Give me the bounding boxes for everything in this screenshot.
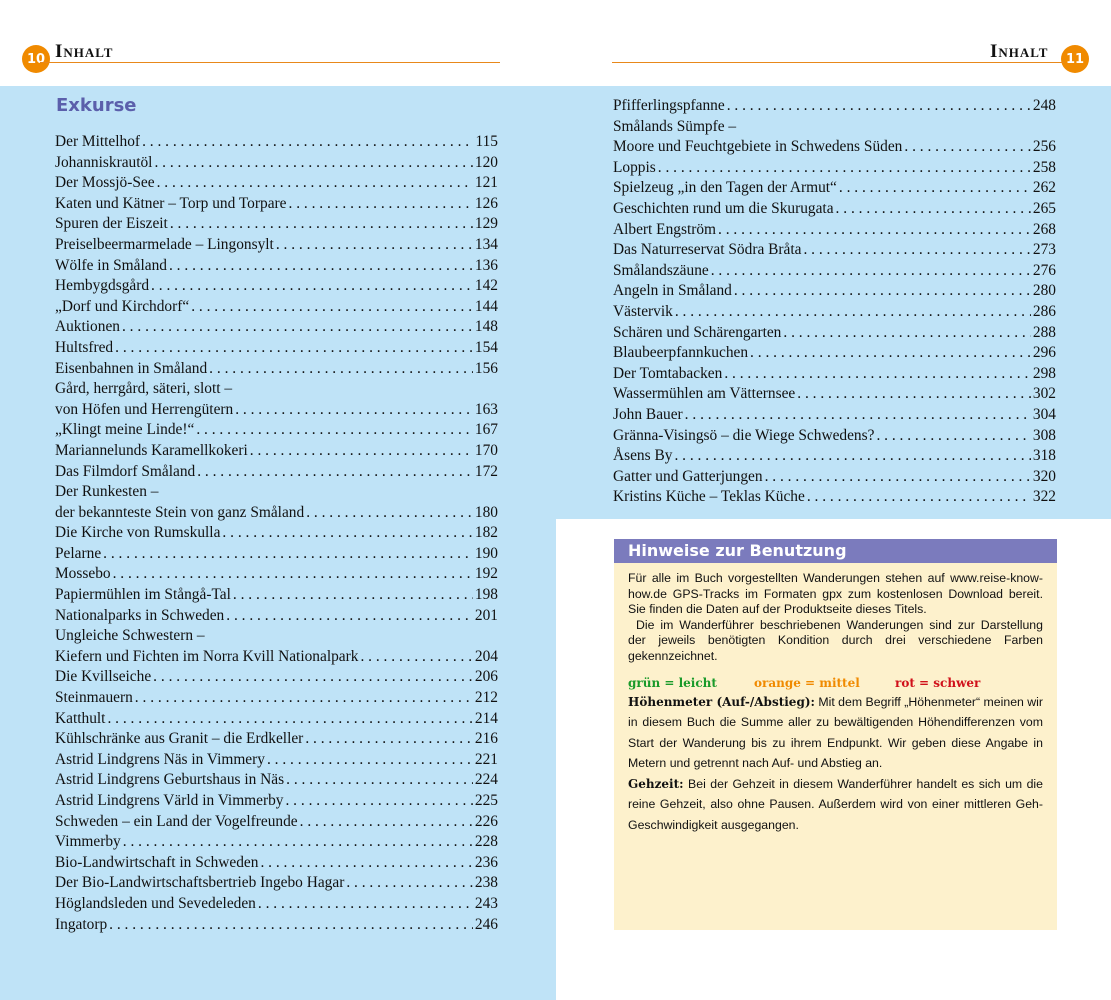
gehzeit-paragraph [628, 774, 1043, 836]
toc-leader-dots [209, 359, 473, 380]
toc-leader-dots [260, 853, 472, 874]
toc-entry-title: Åsens By [613, 447, 673, 465]
toc-entry-title: Blaubeerpfannkuchen [613, 344, 749, 362]
toc-entry [613, 137, 1056, 158]
toc-entry-title: Kühlschränke aus Granit – die Erdkeller [55, 730, 304, 748]
toc-entry-page: 172 [474, 462, 498, 480]
toc-entry-page: 212 [474, 689, 498, 707]
toc-entry [613, 220, 1056, 241]
toc-entry-page: 276 [1032, 261, 1056, 279]
toc-entry-title: Katthult [55, 709, 106, 727]
toc-leader-dots [300, 812, 473, 833]
toc-entry-title: von Höfen und Herrengütern [55, 400, 234, 418]
toc-entry [55, 400, 498, 421]
header-title-right: Inhalt [990, 41, 1049, 62]
toc-leader-dots [115, 338, 473, 359]
toc-entry-page: 167 [474, 421, 498, 439]
toc-entry [55, 915, 498, 936]
toc-entry [613, 178, 1056, 199]
toc-entry [55, 420, 498, 441]
toc-entry-title: „Dorf und Kirchdorf“ [55, 297, 190, 315]
toc-leader-dots [226, 606, 473, 627]
toc-entry-title: Västervik [613, 302, 673, 320]
toc-entry [55, 894, 498, 915]
toc-entry-page: 225 [474, 792, 498, 809]
toc-leader-dots [803, 240, 1030, 261]
hoehenmeter-label: Höhenmeter (Auf-/Abstieg): [628, 694, 815, 709]
toc-entry-title: Der Mittelhof [55, 133, 141, 150]
toc-entry-page: 182 [474, 524, 498, 542]
page-number-badge-left: 10 [22, 45, 50, 73]
hinweise-body [614, 563, 1057, 835]
toc-entry-page: 265 [1032, 199, 1056, 217]
toc-entry-title: Johanniskrautöl [55, 153, 153, 171]
toc-leader-dots [258, 894, 473, 915]
toc-entry [55, 214, 498, 235]
toc-leader-dots [675, 302, 1031, 323]
toc-entry-page: 304 [1032, 405, 1056, 423]
toc-leader-dots [267, 750, 473, 771]
toc-entry-page: 126 [474, 194, 498, 212]
toc-entry-page: 262 [1032, 179, 1056, 197]
toc-entry-title: Wassermühlen am Vätternsee [613, 385, 796, 403]
toc-entry-title: Gränna-Visingsö – die Wiege Schwedens? [613, 426, 875, 444]
toc-leader-dots [724, 364, 1031, 385]
toc-entry-title: Astrid Lindgrens Geburtshaus in Näs [55, 771, 285, 789]
toc-entry-page: 134 [474, 235, 498, 253]
hinweise-box [614, 539, 1057, 930]
toc-entry-title: Albert Engström [613, 220, 717, 238]
toc-entry-title: Schären und Schärengarten [613, 323, 782, 341]
toc-entry [613, 384, 1056, 405]
toc-leader-dots [289, 194, 473, 215]
toc-entry [613, 261, 1056, 282]
toc-entry [613, 158, 1056, 179]
toc-entry-page: 129 [474, 215, 498, 233]
toc-leader-dots [109, 915, 473, 936]
toc-leader-dots [154, 153, 472, 174]
toc-entry [55, 173, 498, 194]
toc-leader-dots [876, 426, 1030, 447]
toc-entry [55, 482, 498, 503]
toc-entry [55, 441, 498, 462]
page-number-badge-right: 11 [1061, 45, 1089, 73]
toc-entry-title: Auktionen [55, 318, 120, 336]
toc-entry-title: Der Tomtabacken [613, 364, 723, 382]
toc-entry-title: Pelarne [55, 544, 102, 562]
toc-leader-dots [750, 343, 1031, 364]
toc-entry [55, 235, 498, 256]
toc-entry-page: 318 [1032, 447, 1056, 465]
toc-entry [55, 688, 498, 709]
toc-entry [55, 729, 498, 750]
toc-entry-page: 256 [1032, 138, 1056, 156]
toc-leader-dots [904, 137, 1031, 158]
toc-entry-title: Der Mossjö-See [55, 174, 155, 192]
toc-leader-dots [765, 467, 1031, 488]
toc-entry-title: Gatter und Gatterjungen [613, 467, 763, 485]
toc-leader-dots [360, 647, 472, 668]
toc-entry-title: Ungleiche Schwestern – [55, 627, 205, 645]
toc-entry-title: Mossebo [55, 565, 111, 583]
toc-entry [55, 812, 498, 833]
toc-entry-page: 248 [1032, 97, 1056, 114]
toc-entry-page: 136 [474, 256, 498, 274]
toc-entry-title: Bio-Landwirtschaft in Schweden [55, 853, 259, 871]
toc-leader-dots [235, 400, 473, 421]
toc-entry-title: John Bauer [613, 405, 683, 423]
toc-leader-dots [157, 173, 473, 194]
toc-leader-dots [153, 667, 473, 688]
toc-entry-page: 201 [474, 606, 498, 624]
toc-leader-dots [250, 441, 473, 462]
toc-entry-page: 216 [474, 730, 498, 748]
toc-leader-dots [797, 384, 1031, 405]
toc-entry [55, 256, 498, 277]
toc-entry-page: 224 [474, 771, 498, 789]
toc-entry-page: 156 [474, 359, 498, 377]
toc-entry-title: Vimmerby [55, 833, 121, 851]
toc-entry [55, 276, 498, 297]
toc-entry-title: „Klingt meine Linde!“ [55, 421, 195, 439]
toc-entry [55, 544, 498, 565]
toc-entry [55, 873, 498, 894]
toc-entry-page: 192 [474, 565, 498, 583]
toc-entry-title: Der Runkesten – [55, 483, 159, 501]
toc-entry-title: Das Naturreservat Södra Bråta [613, 241, 802, 259]
toc-entry [613, 467, 1056, 488]
toc-entry-title: Wölfe in Småland [55, 256, 167, 274]
toc-entry-title: Hembygdsgård [55, 277, 150, 295]
toc-entry-page: 120 [474, 153, 498, 171]
toc-leader-dots [711, 261, 1031, 282]
toc-entry-title: Mariannelunds Karamellkokeri [55, 441, 248, 459]
toc-entry [55, 132, 498, 153]
toc-entry-title: Gård, herrgård, säteri, slott – [55, 380, 233, 398]
toc-entry-page: 268 [1032, 220, 1056, 238]
toc-entry-title: Kristins Küche – Teklas Küche [613, 488, 805, 506]
toc-leader-dots [783, 323, 1031, 344]
toc-entry [55, 359, 498, 380]
toc-entry-title: Die Kirche von Rumskulla [55, 524, 221, 542]
toc-entry [55, 523, 498, 544]
toc-entry [613, 487, 1056, 508]
toc-list-right [613, 96, 1056, 508]
toc-leader-dots [727, 96, 1031, 117]
toc-leader-dots [169, 256, 473, 277]
toc-leader-dots [222, 523, 472, 544]
toc-entry-page: 238 [474, 874, 498, 892]
toc-entry [55, 647, 498, 668]
toc-entry-title: Astrid Lindgrens Näs in Vimmery [55, 750, 265, 768]
hinweise-para-colors: Die im Wanderführer beschriebenen Wanderungen sind zur Darstellung der jeweils benötigten Kondition durch drei verschiedene Farben gekennzeichnet. [628, 617, 1043, 663]
toc-entry [55, 667, 498, 688]
toc-entry-page: 302 [1032, 385, 1056, 403]
toc-entry-page: 142 [474, 277, 498, 295]
toc-entry [613, 343, 1056, 364]
toc-entry [55, 853, 498, 874]
toc-leader-dots [135, 688, 473, 709]
toc-leader-dots [285, 791, 472, 812]
toc-leader-dots [839, 178, 1031, 199]
toc-leader-dots [276, 235, 473, 256]
toc-leader-dots [233, 585, 473, 606]
toc-entry-page: 190 [474, 544, 498, 562]
toc-entry-title: Höglandsleden und Sevedeleden [55, 894, 256, 912]
toc-leader-dots [122, 317, 473, 338]
toc-entry-page: 198 [474, 586, 498, 604]
toc-entry-title: Spuren der Eiszeit [55, 215, 168, 233]
toc-entry [55, 832, 498, 853]
toc-entry-title: Angeln in Småland [613, 282, 732, 300]
toc-entry-title: Eisenbahnen in Småland [55, 359, 208, 377]
toc-entry-page: 273 [1032, 241, 1056, 259]
toc-entry-title: Kiefern und Fichten im Norra Kvill Nationalpark [55, 647, 359, 665]
toc-entry-page: 214 [474, 709, 498, 727]
toc-entry-title: Papiermühlen im Stångå-Tal [55, 586, 231, 604]
toc-entry-page: 121 [474, 174, 498, 192]
hinweise-heading: Hinweise zur Benutzung [614, 539, 1057, 563]
toc-entry-title: Die Kvillseiche [55, 668, 152, 686]
toc-entry [55, 626, 498, 647]
toc-entry [613, 364, 1056, 385]
toc-entry [55, 791, 498, 812]
toc-entry [613, 240, 1056, 261]
toc-entry [613, 281, 1056, 302]
toc-entry-title: Pfifferlingspfanne [613, 97, 725, 114]
toc-entry [55, 194, 498, 215]
hinweise-para-gps: Für alle im Buch vorgestellten Wanderungen stehen auf www.reise-know-how.de GPS-Tracks im Formaten gpx zum kostenlosen Download bereit. Sie finden die Daten auf der Produktseite dieses Titels. [628, 571, 1043, 616]
toc-leader-dots [306, 503, 473, 524]
hoehenmeter-text: Mit dem Begriff „Höhenmeter“ meinen wir in diesem Buch die Summe aller zu bewältigenden Höhendifferenzen vom Start der Wanderung bis zu ihrem Endpunkt. Wir geben diese Angabe in Metern und getrennt nach Auf- und Abstieg an. [628, 694, 1043, 770]
gehzeit-text: Bei der Gehzeit in diesem Wanderführer handelt es sich um die reine Gehzeit, also ohne Pausen. Außerdem wird von einer mittleren Geh-Geschwindigkeit ausgegangen. [628, 776, 1044, 832]
toc-entry-title: Smålands Sümpfe – [613, 117, 737, 135]
toc-entry [55, 709, 498, 730]
toc-leader-dots [674, 446, 1030, 467]
toc-leader-dots [286, 770, 473, 791]
toc-leader-dots [346, 873, 473, 894]
toc-entry-page: 221 [474, 750, 498, 768]
toc-entry [55, 153, 498, 174]
toc-entry [613, 302, 1056, 323]
toc-entry-page: 163 [474, 400, 498, 418]
header-title-left: Inhalt [55, 41, 114, 62]
toc-entry [55, 770, 498, 791]
toc-entry-title: Ingatorp [55, 915, 108, 933]
toc-entry-title: Schweden – ein Land der Vogelfreunde [55, 812, 298, 830]
toc-entry-page: 170 [474, 441, 498, 459]
exkurse-heading: Exkurse [56, 95, 137, 116]
toc-leader-dots [142, 132, 473, 153]
toc-entry-page: 298 [1032, 364, 1056, 382]
legend-green: grün = leicht [628, 676, 717, 690]
difficulty-legend [628, 676, 1043, 692]
toc-entry-title: Loppis [613, 158, 656, 176]
toc-leader-dots [197, 462, 473, 483]
toc-entry-page: 246 [474, 915, 498, 933]
toc-entry-title: Moore und Feuchtgebiete in Schwedens Süden [613, 138, 903, 156]
toc-entry [55, 564, 498, 585]
toc-entry-title: Spielzeug „in den Tagen der Armut“ [613, 179, 837, 197]
toc-entry-page: 288 [1032, 323, 1056, 341]
toc-entry [55, 297, 498, 318]
toc-entry-title: Steinmauern [55, 689, 133, 707]
toc-entry-title: Geschichten rund um die Skurugata [613, 199, 834, 217]
toc-entry-page: 226 [474, 812, 498, 830]
toc-entry-page: 308 [1032, 426, 1056, 444]
legend-orange: orange = mittel [754, 676, 860, 690]
toc-entry-page: 243 [474, 894, 498, 912]
header-rule-left [40, 62, 500, 63]
toc-entry [55, 462, 498, 483]
toc-entry-page: 320 [1032, 467, 1056, 485]
toc-entry-page: 322 [1032, 488, 1056, 506]
toc-entry-page: 236 [474, 853, 498, 871]
toc-entry-title: der bekannteste Stein von ganz Småland [55, 503, 305, 521]
toc-entry [55, 750, 498, 771]
toc-leader-dots [685, 405, 1031, 426]
toc-entry-page: 154 [474, 338, 498, 356]
toc-entry [613, 426, 1056, 447]
toc-entry [55, 606, 498, 627]
toc-leader-dots [807, 487, 1031, 508]
toc-entry [613, 199, 1056, 220]
toc-entry-page: 280 [1032, 282, 1056, 300]
gehzeit-label: Gehzeit: [628, 776, 684, 791]
legend-red: rot = schwer [895, 676, 981, 690]
toc-leader-dots [107, 709, 472, 730]
toc-leader-dots [734, 281, 1031, 302]
toc-entry [613, 96, 1056, 117]
toc-entry [55, 503, 498, 524]
toc-entry-title: Preiselbeermarmelade – Lingonsylt [55, 235, 274, 253]
toc-entry-title: Katen und Kätner – Torp und Torpare [55, 194, 287, 212]
toc-entry [55, 379, 498, 400]
toc-entry-page: 144 [474, 297, 498, 315]
toc-leader-dots [103, 544, 473, 565]
toc-leader-dots [170, 214, 473, 235]
toc-leader-dots [196, 420, 473, 441]
toc-entry-title: Der Bio-Landwirtschaftsbertrieb Ingebo Hagar [55, 874, 345, 892]
toc-list-left [55, 132, 498, 935]
toc-leader-dots [123, 832, 473, 853]
toc-entry-page: 204 [474, 647, 498, 665]
toc-leader-dots [305, 729, 473, 750]
toc-leader-dots [191, 297, 473, 318]
toc-entry-title: Nationalparks in Schweden [55, 606, 225, 624]
toc-entry-title: Smålandszäune [613, 261, 709, 279]
toc-entry [55, 338, 498, 359]
toc-entry [55, 585, 498, 606]
toc-entry [613, 446, 1056, 467]
toc-entry-title: Das Filmdorf Småland [55, 462, 196, 480]
toc-entry-page: 180 [474, 503, 498, 521]
toc-entry-page: 296 [1032, 344, 1056, 362]
toc-entry-page: 115 [475, 133, 498, 150]
toc-leader-dots [658, 158, 1031, 179]
toc-entry-page: 228 [474, 833, 498, 851]
toc-leader-dots [836, 199, 1031, 220]
toc-leader-dots [151, 276, 473, 297]
toc-entry-title: Hultsfred [55, 338, 114, 356]
toc-entry [613, 323, 1056, 344]
toc-leader-dots [113, 564, 473, 585]
hoehenmeter-paragraph [628, 692, 1043, 774]
toc-leader-dots [718, 220, 1031, 241]
header-rule-right [612, 62, 1064, 63]
toc-entry [613, 405, 1056, 426]
toc-entry-page: 286 [1032, 302, 1056, 320]
toc-entry-page: 148 [474, 318, 498, 336]
toc-entry-title: Astrid Lindgrens Värld in Vimmerby [55, 792, 284, 809]
toc-entry-page: 258 [1032, 158, 1056, 176]
toc-entry [55, 317, 498, 338]
toc-entry-page: 206 [474, 668, 498, 686]
toc-entry [613, 117, 1056, 138]
